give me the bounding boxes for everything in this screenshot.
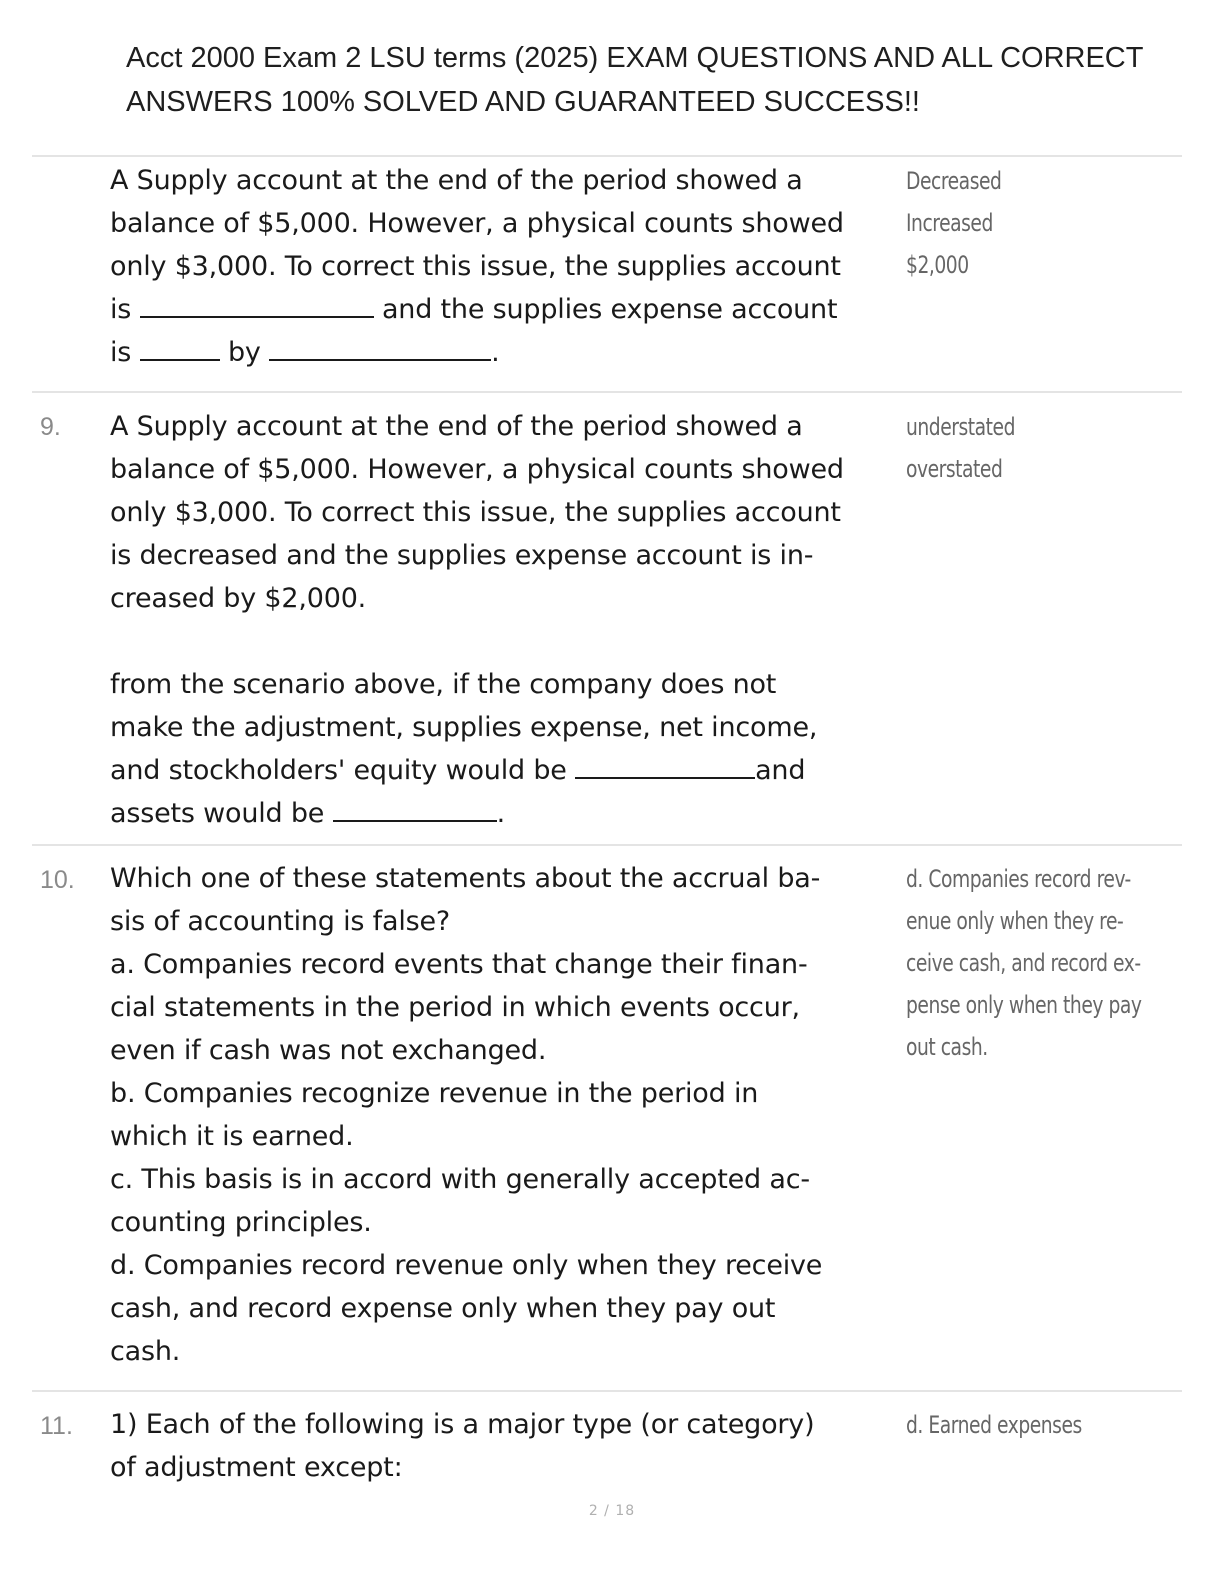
document-title-line-2: ANSWERS 100% SOLVED AND GUARANTEED SUCCESS!! [126,86,920,118]
question-line: A Supply account at the end of the period showed a [110,165,803,196]
question-line: A Supply account at the end of the period showed a [110,411,803,442]
question-line: sis of accounting is false? [110,906,451,937]
question-line: d. Companies record revenue only when they receive [110,1250,823,1281]
question-line: make the adjustment, supplies expense, net income, [110,712,818,743]
answer-line: ceive cash, and record ex- [906,949,1141,977]
question-fragment: assets would be [110,798,325,829]
divider [32,844,1182,846]
divider [32,391,1182,393]
answer-blank [140,290,374,318]
question-number: 10. [40,866,75,894]
question-line: of adjustment except: [110,1452,403,1483]
answer-line: understated [906,413,1015,441]
divider [32,1390,1182,1392]
question-fragment: is [110,294,132,325]
document-title-line-1: Acct 2000 Exam 2 LSU terms (2025) EXAM QUESTIONS AND ALL CORRECT [126,42,1144,74]
question-line: c. This basis is in accord with generally accepted ac- [110,1164,810,1195]
answer-blank [269,333,491,361]
question-line: only $3,000. To correct this issue, the supplies account [110,497,841,528]
question-text [110,857,900,1373]
question-line: from the scenario above, if the company does not [110,669,777,700]
answer-line: pense only when they pay [906,991,1142,1019]
question-fragment: is [110,337,132,368]
answer-blank [333,794,497,822]
answer-text [906,858,1142,1068]
question-number: 11. [40,1412,73,1440]
question-fragment: and [755,755,806,786]
question-line: Which one of these statements about the accrual ba- [110,863,821,894]
question-fragment: and the supplies expense account [381,294,838,325]
question-line: cash. [110,1336,181,1367]
answer-line: overstated [906,455,1003,483]
answer-line: Increased [906,209,993,237]
question-line [110,792,900,835]
answer-blank [575,751,755,779]
question-fragment: and stockholders' equity would be [110,755,567,786]
answer-line: Decreased [906,167,1002,195]
question-number: 9. [40,413,61,441]
question-fragment: . [491,337,500,368]
question-fragment: . [496,798,505,829]
question-line: is decreased and the supplies expense account is in- [110,540,814,571]
answer-text [906,160,1117,286]
question-line: balance of $5,000. However, a physical counts showed [110,454,844,485]
answer-line: d. Companies record rev- [906,865,1131,893]
question-line [110,288,900,331]
answer-blank [140,333,220,361]
answer-line: d. Earned expenses [906,1411,1082,1439]
document-title [126,36,1224,124]
question-line: even if cash was not exchanged. [110,1035,547,1066]
question-line: 1) Each of the following is a major type (or category) [110,1409,815,1440]
question-text [110,159,900,374]
question-line: only $3,000. To correct this issue, the supplies account [110,251,841,282]
page-number: 2 / 18 [588,1503,636,1519]
question-line [110,749,900,792]
question-line: a. Companies record events that change their finan- [110,949,808,980]
answer-line: out cash. [906,1033,988,1061]
question-line: cash, and record expense only when they pay out [110,1293,776,1324]
answer-text [906,406,1117,490]
question-line: cial statements in the period in which events occur, [110,992,800,1023]
question-line: creased by $2,000. [110,583,367,614]
question-line: b. Companies recognize revenue in the period in [110,1078,759,1109]
answer-text [906,1404,1117,1446]
answer-line: enue only when they re- [906,907,1124,935]
question-text [110,405,900,835]
question-line [110,331,900,374]
answer-line: $2,000 [906,251,969,279]
question-text [110,1403,900,1489]
question-line: balance of $5,000. However, a physical counts showed [110,208,844,239]
question-line: counting principles. [110,1207,372,1238]
question-line: which it is earned. [110,1121,354,1152]
question-fragment: by [227,337,261,368]
divider [32,155,1182,157]
